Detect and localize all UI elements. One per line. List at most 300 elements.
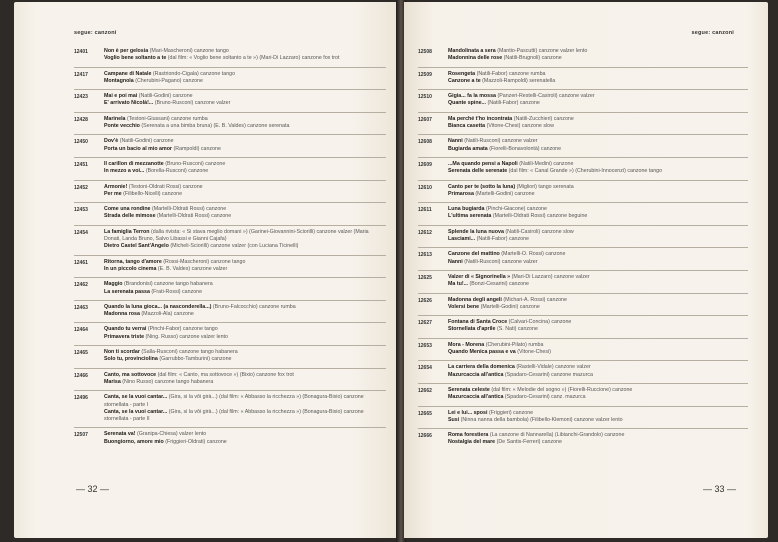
- song-line: [448, 372, 748, 379]
- song-line: [104, 138, 386, 145]
- song-line: [104, 326, 386, 333]
- catalog-number: 12401: [74, 49, 88, 55]
- song-line: [448, 48, 748, 55]
- song-credits: (Ninna nanna della bambola) (Filibello-Klemoni) canzone valzer lento: [460, 416, 623, 423]
- song-credits: (Bruno-Rusconi) canzone: [165, 160, 226, 167]
- song-title: Luna bugiarda: [448, 206, 485, 213]
- song-title: Nanni: [448, 138, 463, 145]
- song-title: Quando la luna gioca... (a nasconderella...): [104, 303, 212, 310]
- song-line: [104, 379, 386, 386]
- song-line: [104, 289, 386, 296]
- song-credits: (Cherubini-Pilato) rumba: [485, 341, 544, 348]
- song-title: Madonna degli angeli: [448, 296, 502, 303]
- song-credits: (Natili-Zucchieri) canzone: [513, 115, 574, 122]
- catalog-number: 12666: [418, 433, 432, 440]
- song-title: Lasciami...: [448, 236, 476, 243]
- catalog-number: 12452: [74, 184, 88, 191]
- song-title: Buongiorno, amore mio: [104, 438, 164, 445]
- catalog-number: 12507: [74, 432, 88, 439]
- catalog-entry: [418, 383, 748, 406]
- song-lines: [448, 71, 748, 86]
- song-line: [448, 161, 748, 168]
- song-lines: [448, 432, 748, 447]
- catalog-number: 12612: [418, 229, 432, 236]
- catalog-entry: [418, 247, 748, 270]
- catalog-number: 12450: [74, 139, 88, 146]
- song-line: [448, 168, 748, 175]
- song-title: Canta, se la vuoi cantar...: [104, 408, 168, 415]
- catalog-entry: [74, 277, 386, 300]
- song-line: [104, 304, 386, 311]
- song-credits: (Filibello-Nicelli) canzone: [123, 190, 183, 197]
- song-lines: [104, 48, 386, 63]
- catalog-entry: [418, 360, 748, 383]
- catalog-entry: [418, 406, 748, 429]
- song-line: [104, 281, 386, 288]
- song-line: [448, 259, 748, 266]
- catalog-number: 12465: [74, 350, 88, 357]
- song-line: [448, 213, 748, 220]
- right-page: [404, 2, 768, 538]
- song-lines: [448, 387, 748, 402]
- song-lines: [104, 116, 386, 131]
- song-title: Susi: [448, 416, 460, 423]
- song-line: [104, 206, 386, 213]
- song-line: [104, 168, 386, 175]
- catalog-number: 12509: [418, 71, 432, 78]
- song-line: [104, 184, 386, 191]
- catalog-number: 12428: [74, 116, 88, 123]
- song-line: [448, 206, 748, 213]
- song-line: [448, 146, 748, 153]
- song-title: Per me: [104, 190, 122, 197]
- song-title: La famiglia Terron: [104, 228, 150, 235]
- catalog-number: 12611: [418, 207, 432, 214]
- song-credits: (Pinchi-Fabor) canzone tango: [147, 326, 218, 333]
- song-title: Primarosa: [448, 190, 474, 197]
- catalog-entry: [418, 270, 748, 293]
- catalog-entry: [418, 134, 748, 157]
- song-credits: (Natili-Rusconi) canzone valzer: [464, 258, 538, 265]
- song-title: Volersi bene: [448, 303, 480, 310]
- song-lines: [104, 161, 386, 176]
- song-title: Solo tu, provinciolina: [104, 356, 158, 363]
- song-title: Mai e poi mai: [104, 93, 138, 100]
- catalog-entry: [418, 293, 748, 316]
- catalog-entry: [74, 67, 386, 90]
- song-line: [448, 71, 748, 78]
- song-title: La carriera della domenica: [448, 364, 515, 371]
- song-line: [104, 191, 386, 198]
- catalog-number: 12463: [74, 304, 88, 311]
- right-entry-list: [418, 45, 748, 451]
- song-lines: [448, 274, 748, 289]
- song-title: Canta, se la vuoi cantar...: [104, 394, 168, 401]
- song-title: Mora - Morena: [448, 341, 485, 348]
- song-credits: (Pinchi-Giacone) canzone: [485, 206, 547, 213]
- song-line: [448, 123, 748, 130]
- song-title: E' arrivato Nicolà!...: [104, 100, 154, 107]
- song-credits: (Ning. Russo) canzone valzer lento: [145, 333, 228, 340]
- song-lines: [104, 304, 386, 319]
- song-credits: (Natili-Fabor) canzone: [476, 236, 529, 243]
- catalog-entry: [418, 225, 748, 248]
- song-line: [448, 297, 748, 304]
- song-title: Serenata delle serenate: [448, 168, 508, 175]
- catalog-number: 12453: [74, 207, 88, 214]
- catalog-entry: [418, 112, 748, 135]
- song-title: Non ti scordar: [104, 349, 140, 356]
- catalog-number: 12508: [418, 49, 432, 55]
- song-credits: (Natili-Godini) canzone: [138, 93, 193, 100]
- song-title: Marinela: [104, 115, 126, 122]
- song-line: [448, 93, 748, 100]
- song-lines: [448, 184, 748, 199]
- song-line: [104, 356, 386, 363]
- song-title: Armonie!: [104, 183, 128, 190]
- song-lines: [104, 71, 386, 86]
- song-credits: (Bonzi-Cesarini) canzone: [469, 281, 529, 288]
- song-title: Mandolinata a sera: [448, 48, 496, 54]
- song-credits: (Martelli-O. Rossi) canzone: [501, 251, 566, 258]
- song-title: Ponte vecchio: [104, 123, 140, 130]
- song-line: [104, 229, 386, 244]
- song-lines: [104, 326, 386, 341]
- catalog-entry: [418, 157, 748, 180]
- song-line: [448, 439, 748, 446]
- song-line: [448, 78, 748, 85]
- song-line: [448, 251, 748, 258]
- song-title: Gigia... fa la mossa: [448, 93, 496, 100]
- song-credits: (Rossi-Mascheroni) canzone tango: [163, 258, 246, 265]
- catalog-number: 12454: [74, 229, 88, 236]
- song-title: Canto, ma sottovoce: [104, 371, 157, 378]
- song-line: [448, 100, 748, 107]
- song-credits: (Fiorelli-Bonavolontà) canzone: [489, 145, 562, 152]
- catalog-entry: [74, 255, 386, 278]
- song-title: Come una rondine: [104, 206, 151, 213]
- catalog-number: 12654: [418, 365, 432, 372]
- song-credits: (Testoni-Oldrati Rossi) canzone: [128, 183, 203, 190]
- song-line: [448, 387, 748, 394]
- catalog-number: 12464: [74, 327, 88, 334]
- song-title: L'ultima serenata: [448, 213, 492, 220]
- catalog-entry: [74, 157, 386, 180]
- song-line: [448, 304, 748, 311]
- song-line: [448, 229, 748, 236]
- song-credits: (Mari-Mascheroni) canzone tango: [149, 48, 229, 54]
- song-credits: (Martelli-Godini) canzone: [475, 190, 535, 197]
- song-line: [448, 274, 748, 281]
- catalog-entry: [74, 390, 386, 427]
- song-lines: [448, 138, 748, 153]
- catalog-entry: [74, 112, 386, 135]
- song-line: [448, 116, 748, 123]
- song-lines: [448, 319, 748, 334]
- song-title: In mezzo a voi...: [104, 168, 145, 175]
- song-credits: (Natili-Medini) canzone: [519, 160, 574, 167]
- song-credits: (Gira, si la vôi girà...) (dal film: « Abbasso la ricchezza ») (Bonagura-Bixio) canzone stornellata - parte I: [104, 394, 364, 408]
- catalog-number: 12653: [418, 342, 432, 349]
- song-line: [104, 372, 386, 379]
- catalog-number: 12510: [418, 94, 432, 101]
- song-credits: (Borella-Rusconi) canzone: [145, 168, 209, 175]
- song-credits: (Natili-Casiroli) canzone slow: [505, 228, 574, 235]
- song-title: Fontana di Santa Croce: [448, 319, 508, 326]
- catalog-number: 12461: [74, 259, 88, 266]
- song-credits: (Garrubbo-Tamburini) canzone: [159, 356, 232, 363]
- song-credits: (Nino Russo) canzone tango habanera: [122, 378, 214, 385]
- catalog-number: 12607: [418, 116, 432, 123]
- song-line: [104, 48, 386, 55]
- song-line: [448, 184, 748, 191]
- song-lines: [448, 342, 748, 357]
- song-credits: (dal film: « Voglio bene soltanto a te ») (Mari-Di Lazzaro) canzone fox trot: [167, 55, 340, 62]
- song-title: Marisa: [104, 378, 121, 385]
- song-lines: [104, 184, 386, 199]
- song-credits: (Bruno-Rusconi) canzone valzer: [154, 100, 231, 107]
- catalog-number: 12609: [418, 161, 432, 168]
- song-credits: (Mari-Di Lazzaro) canzone valzer: [511, 273, 590, 280]
- song-credits: (Testoni-Giussani) canzone rumba: [126, 115, 208, 122]
- song-title: Ma perché t'ho incontrata: [448, 115, 513, 122]
- song-lines: [104, 431, 386, 446]
- song-line: [448, 394, 748, 401]
- song-credits: (Martelli-Oldrati Rossi) canzone: [151, 206, 227, 213]
- song-lines: [104, 93, 386, 108]
- song-title: Dietro Castel Sant'Angelo: [104, 243, 169, 250]
- catalog-entry: [418, 338, 748, 361]
- song-line: [104, 146, 386, 153]
- catalog-entry: [74, 225, 386, 255]
- song-lines: [104, 138, 386, 153]
- song-title: Quando Menica passa e va: [448, 349, 516, 356]
- song-title: La serenata passa: [104, 288, 150, 295]
- song-title: Quante spine...: [448, 100, 486, 107]
- song-line: [448, 410, 748, 417]
- song-title: Lei e lui... sposi: [448, 409, 488, 416]
- song-credits: (Salla-Rusconi) canzone tango habanera: [141, 349, 238, 356]
- song-line: [104, 161, 386, 168]
- song-credits: (La canzone di Nannarella) (Libianchi-Grandolo) canzone: [489, 432, 625, 439]
- song-title: Serenata celeste: [448, 386, 490, 393]
- song-title: Non è per gelosia: [104, 48, 149, 54]
- song-title: Canto per te (sotto la luna): [448, 183, 516, 190]
- song-credits: (Panzeri-Restelli-Casiroli) canzone valzer: [497, 93, 595, 100]
- catalog-entry: [418, 202, 748, 225]
- song-lines: [104, 206, 386, 221]
- page-number-left: — 32 —: [76, 484, 110, 494]
- song-credits: (Natili-Fabor) canzone: [487, 100, 540, 107]
- song-title: Roma forestiera: [448, 432, 489, 439]
- song-credits: (Mazzoli-Rampoldi) serenatella: [482, 77, 556, 84]
- catalog-entry: [74, 180, 386, 203]
- song-line: [104, 431, 386, 438]
- song-lines: [448, 206, 748, 221]
- song-credits: (Vitone-Chesi) canzone slow: [486, 123, 554, 130]
- catalog-entry: [418, 45, 748, 67]
- catalog-number: 12466: [74, 372, 88, 379]
- song-credits: (Bruno-Falcocchio) canzone rumba: [212, 303, 296, 310]
- song-lines: [104, 229, 386, 251]
- song-credits: (Rampoldi) canzone: [173, 145, 221, 152]
- song-line: [448, 342, 748, 349]
- song-title: Campane di Natale: [104, 70, 152, 77]
- song-line: [448, 349, 748, 356]
- catalog-number: 12423: [74, 94, 88, 101]
- song-credits: (Calvari-Concina) canzone: [508, 319, 572, 326]
- song-credits: (Michari-A. Rossi) canzone: [503, 296, 567, 303]
- song-title: Quando tu verrai: [104, 326, 147, 333]
- song-credits: (Rastelli-Vidale) canzone valzer: [516, 364, 591, 371]
- catalog-entry: [418, 428, 748, 451]
- song-lines: [448, 251, 748, 266]
- song-title: Il carillon di mezzanotte: [104, 160, 164, 167]
- catalog-number: 12665: [418, 410, 432, 417]
- song-title: Primavera triste: [104, 333, 145, 340]
- song-credits: (Martelli-Godini) canzone: [480, 303, 540, 310]
- song-title: Canzone del mattino: [448, 251, 500, 258]
- song-credits: (Brandonisi) canzone tango habanera: [124, 281, 213, 288]
- song-title: Strada delle mimose: [104, 213, 156, 220]
- song-credits: (Micheli-Sciorilli) canzone valzer (con Luciana Ticinelli): [170, 243, 299, 250]
- catalog-number: 12451: [74, 161, 88, 168]
- song-credits: (Martelli-Oldrati Rossi) canzone beguine: [492, 213, 588, 220]
- song-line: [448, 417, 748, 424]
- song-line: [448, 326, 748, 333]
- song-credits: (dal film: « Canto, ma sottovoce ») (Bixio) canzone fox trot: [157, 371, 294, 378]
- page-number-right: — 33 —: [702, 484, 736, 494]
- left-entry-list: [74, 45, 386, 450]
- song-line: [448, 138, 748, 145]
- song-credits: (Frati-Rossi) canzone: [151, 288, 203, 295]
- song-credits: (Granipa-Chiesa) valzer lento: [137, 431, 207, 438]
- catalog-number: 12608: [418, 139, 432, 146]
- catalog-number: 12626: [418, 297, 432, 304]
- song-credits: (dal film: « Canal Grande ») (Cherubini-Innocenzi) canzone tango: [508, 168, 663, 175]
- catalog-entry: [74, 202, 386, 225]
- song-credits: (Migliori) tango serenata: [516, 183, 574, 190]
- catalog-number: 12417: [74, 71, 88, 78]
- song-line: [104, 266, 386, 273]
- song-credits: (Spadaro-Cesarini) canz. mazurca: [504, 394, 586, 401]
- catalog-entry: [74, 300, 386, 323]
- left-page: [14, 2, 398, 538]
- song-lines: [448, 48, 748, 63]
- song-title: Nanni: [448, 258, 463, 265]
- song-line: [104, 394, 386, 409]
- catalog-entry: [418, 89, 748, 112]
- song-line: [104, 100, 386, 107]
- song-lines: [448, 297, 748, 312]
- song-credits: (De Santis-Ferreri) canzone: [496, 439, 562, 446]
- song-line: [104, 349, 386, 356]
- song-credits: (Spadaro-Cesarini) canzone mazurca: [504, 371, 593, 378]
- song-lines: [104, 281, 386, 296]
- song-credits: (Gira, si la vôi girà...) (dal film: « Abbasso la ricchezza ») (Bonagura-Bixio) canzone stornellata - parte II: [104, 408, 364, 423]
- song-credits: (Mazzoli-Ala) canzone: [141, 311, 194, 318]
- song-title: Serenata va!: [104, 431, 136, 438]
- song-line: [104, 93, 386, 100]
- song-credits: (Serenata a una bimba bruna) (E. B. Valdes) canzone serenata: [141, 123, 290, 130]
- catalog-number: 12462: [74, 282, 88, 289]
- page-header-right: segue: canzoni: [691, 30, 734, 36]
- song-title: Madonnina delle rose: [448, 55, 503, 62]
- song-line: [104, 311, 386, 318]
- song-line: [448, 364, 748, 371]
- song-credits: (Cherubini-Pagano) canzone: [135, 77, 203, 84]
- song-line: [448, 281, 748, 288]
- song-title: Maggio: [104, 281, 123, 288]
- song-title: Mazurcaccia all'antica: [448, 371, 504, 378]
- catalog-entry: [74, 427, 386, 450]
- song-credits: (Natili-Fabor) canzone rumba: [476, 70, 546, 77]
- song-title: In un piccolo cinema: [104, 265, 157, 272]
- song-title: Splende la luna nuova: [448, 228, 504, 235]
- song-line: [104, 116, 386, 123]
- song-title: Voglio bene soltanto a te: [104, 55, 167, 62]
- song-title: Rosengeta: [448, 70, 476, 77]
- song-lines: [104, 349, 386, 364]
- catalog-number: 12662: [418, 387, 432, 394]
- song-title: Mazurcaccia all'antica: [448, 394, 504, 401]
- catalog-number: 12627: [418, 320, 432, 327]
- catalog-entry: [418, 315, 748, 338]
- catalog-number: 12613: [418, 252, 432, 259]
- song-lines: [448, 116, 748, 131]
- catalog-entry: [74, 89, 386, 112]
- song-title: Madonna rosa: [104, 311, 140, 318]
- song-line: [104, 123, 386, 130]
- song-credits: (Friggieri) canzone: [488, 409, 534, 416]
- catalog-entry: [418, 180, 748, 203]
- catalog-entry: [74, 345, 386, 368]
- song-lines: [448, 93, 748, 108]
- song-line: [448, 432, 748, 439]
- song-title: Nostalgia del mare: [448, 439, 496, 446]
- song-credits: (S. Nati) canzone: [496, 326, 538, 333]
- song-title: ...Ma quando pensi a Napoli: [448, 160, 518, 167]
- song-title: Ritorna, tango d'amore: [104, 258, 162, 265]
- catalog-entry: [74, 368, 386, 391]
- song-title: Bugiarda amata: [448, 145, 488, 152]
- song-credits: (Natili-Godini) canzone: [119, 138, 174, 145]
- song-credits: (Rastriondo-Cigala) canzone tango: [152, 70, 236, 77]
- catalog-entry: [74, 134, 386, 157]
- song-line: [104, 78, 386, 85]
- page-header-left: segue: canzoni: [74, 30, 117, 36]
- catalog-number: 12496: [74, 395, 88, 402]
- song-title: Montagnola: [104, 77, 134, 84]
- song-lines: [448, 364, 748, 379]
- song-credits: (Martelli-Oldrati Rossi) canzone: [157, 213, 232, 220]
- song-title: Bianca casetta: [448, 123, 486, 130]
- song-lines: [104, 394, 386, 423]
- song-title: Porta un bacio al mio amor: [104, 145, 172, 152]
- song-title: Canzone a te: [448, 77, 481, 84]
- song-title: Ma tu!...: [448, 281, 469, 288]
- song-line: [104, 259, 386, 266]
- song-line: [104, 409, 386, 424]
- song-line: [448, 191, 748, 198]
- song-line: [448, 319, 748, 326]
- song-line: [448, 236, 748, 243]
- song-line: [104, 439, 386, 446]
- song-credits: (Friggieri-Oldrati) canzone: [165, 438, 227, 445]
- catalog-number: 12625: [418, 274, 432, 281]
- song-line: [104, 213, 386, 220]
- song-lines: [448, 410, 748, 425]
